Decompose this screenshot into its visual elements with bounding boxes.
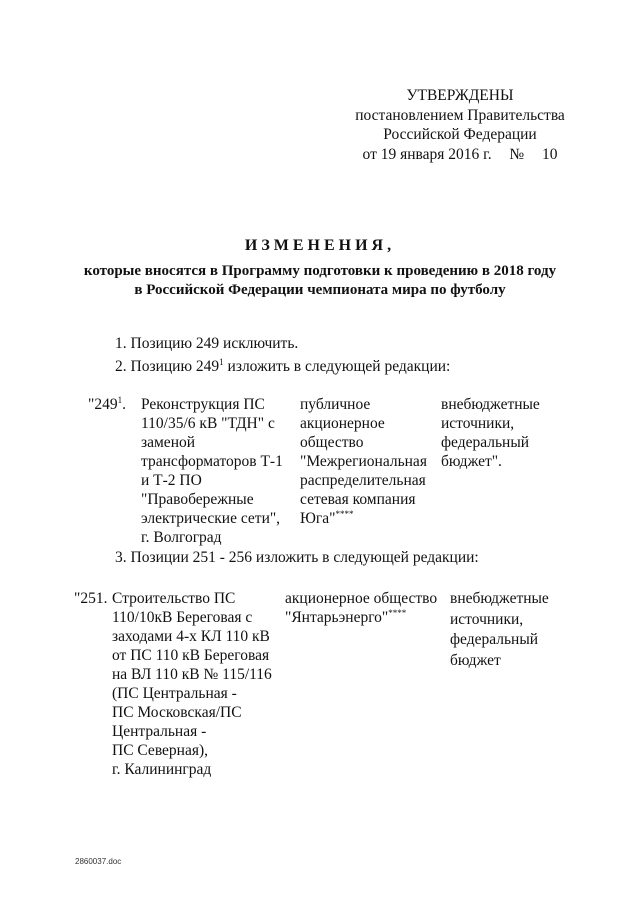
row-251-project-line: заходами 4-х КЛ 110 кВ [112,628,270,645]
row-249-executor-line: публичное [300,396,371,413]
approval-date: от 19 января 2016 г. [362,145,492,163]
row-249-executor-line: "Межрегиональная [300,453,427,470]
row-251-number: "251. [74,590,108,607]
row-249-source-line: внебюджетные [441,396,540,413]
approval-line-1: постановлением Правительства [355,106,565,124]
row-249-executor-sup: **** [335,509,354,519]
row-249-project-line: г. Волгоград [141,529,222,546]
row-251-source-line: федеральный [450,631,539,648]
file-name-footer: 2860037.doc [75,857,122,866]
row-251-source-line: внебюджетные [450,590,549,607]
row-251-source-line: источники, [450,610,524,628]
row-251-project-line: от ПС 110 кВ Береговая [112,647,270,664]
row-251-project [112,589,272,779]
row-251-project-line: 110/10кВ Береговая с [112,609,253,626]
row-251-project-line: Центральная - [112,723,207,740]
row-251-project-line: г. Калининград [112,761,212,778]
row-249-executor-line: сетевая компания [300,491,416,508]
row-249-project-line: трансформаторов Т-1 [141,453,283,470]
document-title: ИЗМЕНЕНИЯ, [244,237,396,254]
row-251-project-line: ПС Северная), [112,742,209,759]
item-2-suffix: изложить в следующей редакции: [223,358,451,375]
approval-date-line [340,145,580,165]
row-251-executor-last-text: "Янтарьэнерго" [285,609,389,626]
item-2 [115,357,450,376]
row-251-project-line: ПС Московская/ПС [112,704,242,721]
approval-block [340,86,580,164]
approval-title: УТВЕРЖДЕНЫ [406,87,514,104]
row-251-project-line: на ВЛ 110 кВ № 115/116 [112,666,272,683]
row-251-source [450,589,549,671]
document-subtitle [40,262,600,300]
row-249-source-line: источники, [441,415,515,432]
row-249-number-suffix: . [122,396,126,413]
row-251-executor-sup: **** [388,608,407,618]
row-249-executor-line: общество [300,434,364,451]
row-249-source [441,395,540,471]
row-249-project [141,395,283,547]
row-249-executor-last-text: Юга" [300,510,336,527]
row-249-source-line: федеральный [441,434,530,451]
number-sign: № [509,145,525,163]
item-2-sup: 1 [219,357,224,367]
approval-line-2: Российской Федерации [383,126,537,143]
row-251-executor [285,589,437,627]
item-2-prefix: 2. Позицию 249 [115,358,220,375]
row-249-executor-line: акционерное [300,415,385,432]
item-3: 3. Позиции 251 - 256 изложить в следующей редакции: [115,549,479,566]
row-251-project-line: Строительство ПС [112,590,236,607]
row-249-source-line: бюджет". [441,453,502,470]
row-249-project-line: 110/35/6 кВ "ТДН" с [141,415,275,432]
row-249-executor-line: распределительная [300,472,426,489]
row-251-executor-line-last [285,608,437,627]
row-249-project-line: заменой [141,434,196,451]
item-1: 1. Позицию 249 исключить. [115,335,299,352]
row-249-executor-line-last [300,509,427,528]
row-249-number [88,395,126,414]
subtitle-line-1: которые вносятся в Программу подготовки к проведению в 2018 году [83,263,557,279]
approval-number: 10 [541,145,558,163]
row-249-executor [300,395,427,528]
row-249-project-line: "Правобережные [141,491,254,508]
row-251-project-line: (ПС Центральная - [112,685,237,702]
row-249-number-sup: 1 [117,395,123,405]
row-251-source-line: бюджет [450,651,501,669]
row-249-number-text: "249 [88,396,118,413]
row-249-project-line: Реконструкция ПС [141,396,265,413]
subtitle-line-2: в Российской Федерации чемпионата мира по футболу [134,282,506,298]
row-249-project-line: и Т-2 ПО [141,472,202,489]
row-251-executor-line: акционерное общество [285,590,438,607]
row-249-project-line: электрические сети", [141,510,281,527]
